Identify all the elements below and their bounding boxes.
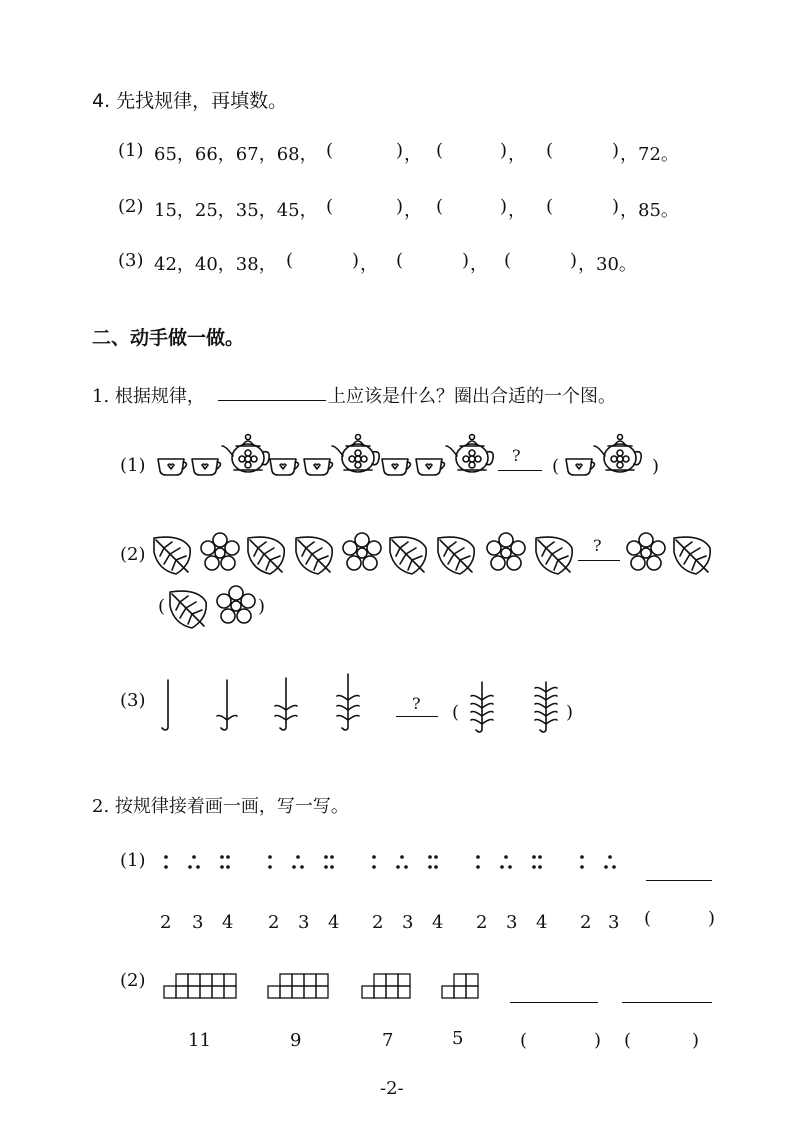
grid-square	[442, 986, 454, 998]
row-1-blank-2-close: )	[500, 140, 508, 161]
row-3-blank-3-close: )	[570, 250, 578, 271]
q2-item-2-answer-1-close[interactable]: )	[594, 1030, 602, 1051]
grid-square	[316, 986, 328, 998]
row-1-blank-1-close: )	[396, 140, 404, 161]
row-3-blank-2-close: )	[462, 250, 470, 271]
q1-item-3-label: (3)	[120, 690, 146, 711]
grid-square	[176, 986, 188, 998]
q1-item-1-option-open: (	[552, 456, 560, 477]
grid-square	[268, 986, 280, 998]
q1-item-3-option-close: )	[566, 702, 574, 723]
section-four-title: 4. 先找规律，再填数。	[92, 90, 288, 112]
row-2-blank-3-close: )	[612, 196, 620, 217]
grid-square	[164, 986, 176, 998]
q2-item-1-number: 2	[372, 912, 384, 933]
q1-item-3-option-open: (	[452, 702, 460, 723]
row-2-comma-1: ，	[404, 200, 422, 221]
q2-item-1-number: 4	[432, 912, 444, 933]
grid-square	[200, 986, 212, 998]
grid-square	[386, 974, 398, 986]
q2-item-1-number: 2	[476, 912, 488, 933]
q2-item-1-number: 3	[298, 912, 310, 933]
row-1-end: ，72。	[620, 144, 679, 165]
grid-square	[374, 974, 386, 986]
row-1-blank-3-close: )	[612, 140, 620, 161]
q2-item-2-label: (2)	[120, 970, 146, 991]
q2-item-1-answer-open: (	[644, 908, 652, 929]
q2-item-2-number: 7	[382, 1030, 394, 1051]
q2-item-1-number: 4	[328, 912, 340, 933]
row-1-blank-1-open: (	[326, 140, 334, 161]
grid-square	[212, 986, 224, 998]
grid-square	[292, 974, 304, 986]
q2-item-1-number: 2	[268, 912, 280, 933]
page-number: -2-	[380, 1078, 404, 1099]
grid-square	[374, 986, 386, 998]
q2-item-2-answer-1-open: (	[520, 1030, 528, 1051]
grid-square	[466, 986, 478, 998]
q2-item-2-number: 9	[290, 1030, 302, 1051]
q2-item-1-answer-close[interactable]: )	[708, 908, 716, 929]
grid-square	[224, 986, 236, 998]
row-2-numbers: 15，25，35，45，	[154, 200, 318, 221]
q1-suffix: 上应该是什么？圈出合适的一个图。	[328, 386, 616, 407]
q2-item-1-number: 3	[402, 912, 414, 933]
row-3-end: ，30。	[578, 254, 637, 275]
q2-item-1-label: (1)	[120, 850, 146, 871]
q2-item-2-number: 11	[188, 1030, 211, 1051]
row-3-blank-1-open: (	[286, 250, 294, 271]
row-2-comma-2: ，	[508, 200, 526, 221]
row-3-comma-2: ，	[470, 254, 488, 275]
q2-item-1-number: 2	[580, 912, 592, 933]
grid-square	[292, 986, 304, 998]
grid-square	[398, 974, 410, 986]
q1-prefix: 1. 根据规律，	[92, 386, 205, 407]
q1-item-2-option-open: (	[158, 596, 166, 617]
grid-square	[398, 986, 410, 998]
row-2-blank-2-close: )	[500, 196, 508, 217]
q2-item-2-draw-blank-2[interactable]	[622, 1002, 712, 1003]
grid-square	[316, 974, 328, 986]
row-3-blank-1-close: )	[352, 250, 360, 271]
row-3-blank-3-open: (	[504, 250, 512, 271]
row-2-end: ，85。	[620, 200, 679, 221]
grid-square	[280, 974, 292, 986]
q2-item-2-answer-2-open: (	[624, 1030, 632, 1051]
grid-square	[304, 974, 316, 986]
q1-item-2-question-mark: ?	[593, 536, 602, 555]
grid-square	[200, 974, 212, 986]
row-1-numbers: 65，66，67，68，	[154, 144, 318, 165]
grid-square	[386, 986, 398, 998]
row-3-label: (3)	[118, 250, 144, 271]
q2-item-1-number: 3	[192, 912, 204, 933]
grid-square	[454, 986, 466, 998]
q2-item-1-number: 4	[536, 912, 548, 933]
q1-item-1-label: (1)	[120, 455, 146, 476]
row-1-comma-1: ，	[404, 144, 422, 165]
row-2-blank-3-open: (	[546, 196, 554, 217]
row-1-blank-2-open: (	[436, 140, 444, 161]
row-2-blank-1-close: )	[396, 196, 404, 217]
row-2-blank-1-open: (	[326, 196, 334, 217]
grid-square	[212, 974, 224, 986]
q1-item-2-label: (2)	[120, 544, 146, 565]
q2-item-1-number: 3	[506, 912, 518, 933]
q2-item-1-number: 4	[222, 912, 234, 933]
q2-item-1-number: 2	[160, 912, 172, 933]
row-3-numbers: 42，40，38，	[154, 254, 277, 275]
q1-item-3-question-mark: ?	[412, 694, 421, 713]
grid-square	[280, 986, 292, 998]
grid-square	[188, 986, 200, 998]
q1-item-1-option-close: )	[652, 456, 660, 477]
grid-square	[362, 986, 374, 998]
q1-item-2-option-close: )	[258, 596, 266, 617]
q2-prompt: 2. 按规律接着画一画，写一写。	[92, 796, 349, 817]
q2-item-2-number: 5	[452, 1028, 464, 1049]
grid-square	[176, 974, 188, 986]
q2-item-2-draw-blank-1[interactable]	[510, 1002, 598, 1003]
row-2-blank-2-open: (	[436, 196, 444, 217]
row-1-comma-2: ，	[508, 144, 526, 165]
row-3-blank-2-open: (	[396, 250, 404, 271]
q2-item-1-number: 3	[608, 912, 620, 933]
row-1-blank-3-open: (	[546, 140, 554, 161]
grid-square	[454, 974, 466, 986]
row-1-label: (1)	[118, 140, 144, 161]
q1-item-1-question-mark: ?	[512, 446, 521, 465]
q2-item-2-answer-2-close[interactable]: )	[692, 1030, 700, 1051]
grid-square	[224, 974, 236, 986]
section-two-heading: 二、动手做一做。	[92, 327, 245, 349]
grid-square	[466, 974, 478, 986]
row-2-label: (2)	[118, 196, 144, 217]
row-3-comma-1: ，	[360, 254, 378, 275]
grid-square	[304, 986, 316, 998]
grid-square	[188, 974, 200, 986]
